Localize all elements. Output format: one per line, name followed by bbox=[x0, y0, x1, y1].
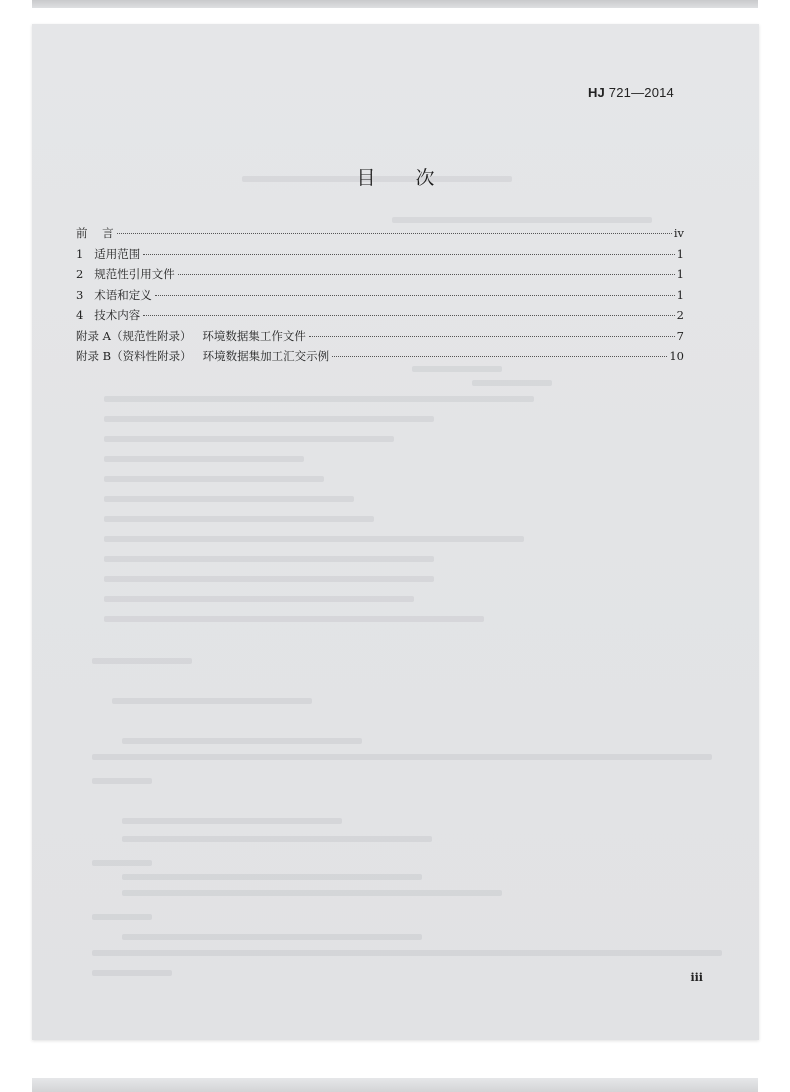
toc-entry-label: 1 适用范围 bbox=[76, 246, 141, 261]
toc-entry-foreword[interactable] bbox=[76, 225, 684, 246]
dot-leader bbox=[309, 336, 675, 337]
bleed-through-line bbox=[92, 970, 172, 976]
bleed-through-line bbox=[92, 860, 152, 866]
bleed-through-line bbox=[122, 890, 502, 896]
bleed-through-line bbox=[122, 874, 422, 880]
toc-entry-label: 2 规范性引用文件 bbox=[76, 267, 175, 281]
toc-entry-label: 前 言 bbox=[76, 226, 114, 240]
bleed-through-line bbox=[104, 416, 434, 422]
dot-leader bbox=[117, 233, 672, 234]
toc-entry-page: 1 bbox=[676, 287, 684, 302]
dot-leader bbox=[143, 254, 674, 255]
bleed-through-line bbox=[104, 436, 394, 442]
bleed-through-line bbox=[122, 836, 432, 842]
toc-title bbox=[32, 163, 759, 190]
toc-entry-page: 7 bbox=[676, 328, 684, 343]
dot-leader bbox=[155, 295, 675, 296]
document-page bbox=[32, 24, 759, 1040]
toc-entry-page: 2 bbox=[676, 308, 684, 322]
bleed-through-line bbox=[104, 616, 484, 622]
bleed-through-line bbox=[392, 217, 652, 223]
background-band-top bbox=[32, 0, 758, 8]
document-code: HJ 721—2014 bbox=[587, 85, 674, 100]
toc-entry-normative-references[interactable] bbox=[76, 266, 684, 287]
bleed-through-line bbox=[104, 476, 324, 482]
toc-entry-label: 3 术语和定义 bbox=[76, 287, 152, 302]
bleed-through-line bbox=[92, 754, 712, 760]
toc-entry-appendix-a[interactable] bbox=[76, 328, 684, 349]
bleed-through-line bbox=[104, 516, 374, 522]
dot-leader bbox=[143, 315, 674, 316]
dot-leader bbox=[178, 274, 675, 275]
toc-entry-scope[interactable] bbox=[76, 246, 684, 267]
toc-entry-page: 10 bbox=[669, 349, 684, 363]
bleed-through-line bbox=[92, 778, 152, 784]
toc-entry-appendix-b[interactable] bbox=[76, 348, 684, 369]
bleed-through-line bbox=[104, 496, 354, 502]
toc-entry-page: 1 bbox=[676, 246, 684, 261]
bleed-through-line bbox=[122, 818, 342, 824]
toc-entry-label: 附录 A（规范性附录） 环境数据集工作文件 bbox=[76, 328, 306, 343]
bleed-through-line bbox=[104, 536, 524, 542]
bleed-through-line bbox=[104, 456, 304, 462]
toc-entry-label: 4 技术内容 bbox=[76, 308, 141, 322]
bleed-through-line bbox=[92, 658, 192, 664]
background-band-bottom bbox=[32, 1078, 758, 1092]
bleed-through-line bbox=[122, 738, 362, 744]
toc-entry-technical-content[interactable] bbox=[76, 307, 684, 328]
table-of-contents bbox=[76, 225, 684, 369]
toc-entry-label: 附录 B（资料性附录） 环境数据集加工汇交示例 bbox=[76, 349, 330, 363]
toc-title-char: 目 bbox=[356, 167, 376, 189]
dot-leader bbox=[332, 356, 667, 357]
bleed-through-line bbox=[472, 380, 552, 386]
bleed-through-line bbox=[92, 914, 152, 920]
toc-entry-terms[interactable] bbox=[76, 287, 684, 308]
bleed-through-line bbox=[112, 698, 312, 704]
page-number: iii bbox=[690, 971, 703, 984]
toc-title-char: 次 bbox=[415, 167, 435, 189]
bleed-through-line bbox=[104, 556, 434, 562]
bleed-through-line bbox=[92, 950, 722, 956]
toc-entry-page: iv bbox=[673, 226, 684, 240]
bleed-through-line bbox=[104, 396, 534, 402]
bleed-through-line bbox=[122, 934, 422, 940]
toc-entry-page: 1 bbox=[676, 267, 684, 281]
bleed-through-line bbox=[104, 576, 434, 582]
bleed-through-line bbox=[104, 596, 414, 602]
